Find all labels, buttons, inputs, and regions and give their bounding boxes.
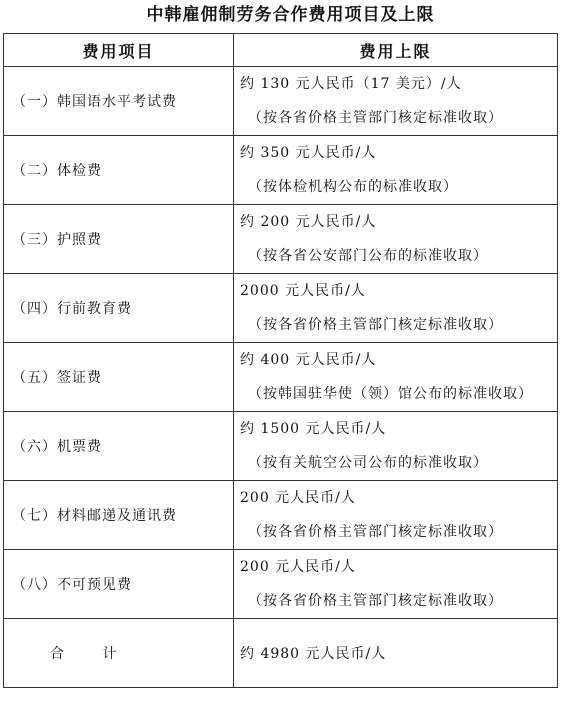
fee-limit-cell xyxy=(234,136,558,205)
fee-item: （四）行前教育费 xyxy=(4,274,234,343)
fee-limit: 约 350 元人民币/人 xyxy=(240,145,377,161)
fee-note: （按各省价格主管部门核定标准收取） xyxy=(248,593,503,609)
fee-note: （按各省价格主管部门核定标准收取） xyxy=(248,524,503,540)
fee-limit-cell xyxy=(234,481,558,550)
fee-note: （按各省公安部门公布的标准收取） xyxy=(248,248,488,264)
fee-item: （二）体检费 xyxy=(4,136,234,205)
table-row xyxy=(4,412,558,481)
header-item: 费用项目 xyxy=(4,34,234,67)
fee-item: （六）机票费 xyxy=(4,412,234,481)
fee-item: （八）不可预见费 xyxy=(4,550,234,619)
fee-note: （按韩国驻华使（领）馆公布的标准收取） xyxy=(248,386,533,402)
fee-item: （七）材料邮递及通讯费 xyxy=(4,481,234,550)
total-label: 合 计 xyxy=(4,619,234,688)
fee-limit-cell xyxy=(234,412,558,481)
fee-limit-cell xyxy=(234,67,558,136)
fee-table xyxy=(3,33,558,688)
fee-limit-cell xyxy=(234,343,558,412)
fee-item: （三）护照费 xyxy=(4,205,234,274)
document-title: 中韩雇佣制劳务合作费用项目及上限 xyxy=(146,5,435,25)
fee-note: （按各省价格主管部门核定标准收取） xyxy=(248,110,503,126)
fee-limit-cell xyxy=(234,550,558,619)
table-row xyxy=(4,67,558,136)
fee-limit: 约 400 元人民币/人 xyxy=(240,352,377,368)
table-row xyxy=(4,274,558,343)
header-limit: 费用上限 xyxy=(234,34,558,67)
fee-limit: 约 200 元人民币/人 xyxy=(240,214,377,230)
fee-note: （按体检机构公布的标准收取） xyxy=(248,179,458,195)
table-row xyxy=(4,550,558,619)
table-header-row xyxy=(4,34,558,67)
fee-item: （一）韩国语水平考试费 xyxy=(4,67,234,136)
table-row xyxy=(4,343,558,412)
table-row xyxy=(4,481,558,550)
total-value: 约 4980 元人民币/人 xyxy=(234,619,558,688)
fee-limit: 约 130 元人民币（17 美元）/人 xyxy=(240,76,462,92)
table-row xyxy=(4,136,558,205)
fee-note: （按有关航空公司公布的标准收取） xyxy=(248,455,488,471)
total-row xyxy=(4,619,558,688)
fee-limit: 2000 元人民币/人 xyxy=(240,283,366,299)
table-row xyxy=(4,205,558,274)
fee-limit-cell xyxy=(234,274,558,343)
fee-limit: 200 元人民币/人 xyxy=(240,490,356,506)
fee-item: （五）签证费 xyxy=(4,343,234,412)
fee-limit: 200 元人民币/人 xyxy=(240,559,356,575)
fee-note: （按各省价格主管部门核定标准收取） xyxy=(248,317,503,333)
fee-limit-cell xyxy=(234,205,558,274)
fee-limit: 约 1500 元人民币/人 xyxy=(240,421,387,437)
